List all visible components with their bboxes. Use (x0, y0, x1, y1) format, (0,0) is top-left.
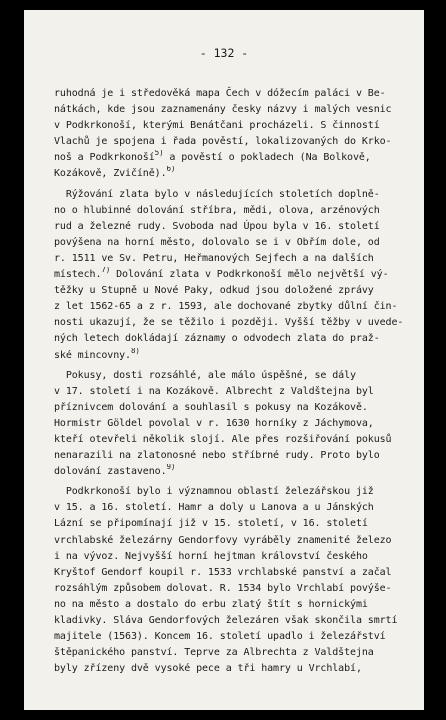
page-number: - 132 - (199, 46, 249, 60)
line-text: z let 1562-65 a z r. 1593, ale dochované zbytky důlní čin- (54, 301, 398, 313)
line-text: ské mincovny. (54, 349, 131, 361)
line-text: nenarazili na zlatonosné nebo stříbrné rudy. Proto bylo (54, 450, 380, 462)
line-text: Podkrkonoší bylo i významnou oblastí železářskou již (54, 486, 374, 498)
text-line (54, 613, 420, 629)
line-text: no na město a dostalo do erbu zlatý štít s hornickými (54, 598, 368, 610)
text-line (54, 661, 420, 677)
footnote-marker: 8) (130, 347, 140, 355)
text-line (54, 299, 420, 315)
line-text: Kozákově, Zvičíně). (54, 168, 167, 180)
line-text: Rýžování zlata bylo v následujících stoletích doplně- (54, 188, 380, 200)
text-line (54, 384, 420, 400)
text-line (54, 102, 420, 118)
text-line (54, 645, 420, 661)
line-text: byly zřízeny dvě vysoké pece a tři hamry u Vrchlabí, (54, 663, 362, 675)
line-text: kladivky. Sláva Gendorfových železáren však skončila smrtí (54, 615, 398, 626)
text-line (54, 484, 420, 500)
text-line (54, 187, 420, 203)
text-line (54, 134, 420, 150)
text-line (54, 629, 420, 645)
line-text: ruhodná je i středověká mapa Čech v dóžecím paláci v Be- (54, 88, 386, 99)
text-line (54, 331, 420, 347)
line-text: příznivcem dolování a souhlasil s pokusy na Kozákově. (54, 401, 368, 413)
text-line (54, 400, 420, 416)
line-text: rud a železné rudy. Svoboda nad Úpou byla v 16. století (54, 220, 380, 232)
line-text: Vlachů je spojena i řada pověstí, lokalizovaných do Krko- (54, 136, 392, 148)
line-text: nosti ukazují, že se těžilo i později. Vyšší těžby v uvede- (54, 317, 404, 329)
text-line (54, 203, 420, 219)
line-text: Kryštof Gendorf koupil r. 1533 vrchlabské panství a začal (54, 566, 392, 578)
paragraph (54, 484, 420, 677)
line-text: Hormistr Göldel povolal v r. 1630 horníky z Jáchymova, (54, 417, 374, 429)
document-page (24, 10, 424, 710)
text-line (54, 448, 420, 464)
line-text: kteří otevřeli několik slojí. Ale přes rozšiřování pokusů (54, 433, 392, 445)
line-text: vrchlabské železárny Gendorfovy vyráběly znamenité železo (54, 534, 392, 546)
text-line (54, 516, 420, 532)
line-text: povýšena na horní město, dolovalo se i v Obřím dole, od (54, 236, 380, 248)
paragraph (54, 368, 420, 481)
text-line (54, 348, 420, 364)
text-line (54, 368, 420, 384)
text-line (54, 432, 420, 448)
text-line (54, 549, 420, 565)
text-line (54, 464, 420, 480)
line-text-continued: a pověstí o pokladech (Na Bolkově, (163, 152, 371, 164)
text-line (54, 533, 420, 549)
line-text: rozsáhlým způsobem dolovat. R. 1534 bylo Vrchlabí povýše- (54, 582, 392, 594)
footnote-marker: 5) (154, 150, 164, 158)
text-line (54, 283, 420, 299)
line-text: Pokusy, dosti rozsáhlé, ale málo úspěšné, se dály (54, 369, 356, 381)
line-text: r. 1511 ve Sv. Petru, Heřmanových Sejfech a na dalších (54, 252, 374, 264)
text-line (54, 267, 420, 283)
text-line (54, 235, 420, 251)
line-text: místech. (54, 269, 102, 281)
line-text: Lázní se připomínají již v 15. století, v 16. století (54, 518, 368, 530)
text-line (54, 86, 420, 102)
text-line (54, 315, 420, 331)
text-line (54, 150, 420, 166)
line-text: v Podkrkonoší, kterými Benátčani procházeli. S činností (54, 120, 380, 132)
text-line (54, 416, 420, 432)
footnote-marker: 7) (101, 267, 111, 275)
text-line (54, 118, 420, 134)
line-text: v 15. a 16. století. Hamr a doly u Lanova a u Jánských (54, 502, 374, 514)
line-text: noš a Podkrkonoší (54, 152, 155, 164)
footnote-marker: 6) (166, 166, 176, 174)
line-text: majitele (1563). Koncem 16. století upadlo i železářství (54, 631, 386, 643)
paragraph (54, 187, 420, 364)
text-line (54, 166, 420, 182)
text-line (54, 565, 420, 581)
text-line (54, 597, 420, 613)
line-text: i na vývoz. Nejvyšší horní hejtman království českého (54, 550, 368, 562)
text-line (54, 219, 420, 235)
line-text: štěpanického panství. Teprve za Albrechta z Valdštejna (54, 647, 374, 659)
line-text: nátkách, kde jsou zaznamenány česky názvy i malých vesnic (54, 104, 392, 116)
text-line (54, 500, 420, 516)
line-text: v 17. století i na Kozákově. Albrecht z Valdštejna byl (54, 385, 374, 397)
line-text: dolování zastaveno. (54, 466, 167, 478)
body-text (54, 86, 420, 677)
line-text-continued: Dolování zlata v Podkrkonoší mělo největší vý- (110, 269, 389, 281)
line-text: těžky u Stupně u Nové Paky, odkud jsou doložené zprávy (54, 285, 374, 297)
text-line (54, 581, 420, 597)
footnote-marker: 9) (166, 464, 176, 472)
paragraph (54, 86, 420, 183)
line-text: ných letech dokládají záznamy o odvodech zlata do praž- (54, 333, 380, 345)
line-text: no o hlubinné dolování stříbra, mědi, olova, arzénových (54, 204, 380, 216)
text-line (54, 251, 420, 267)
